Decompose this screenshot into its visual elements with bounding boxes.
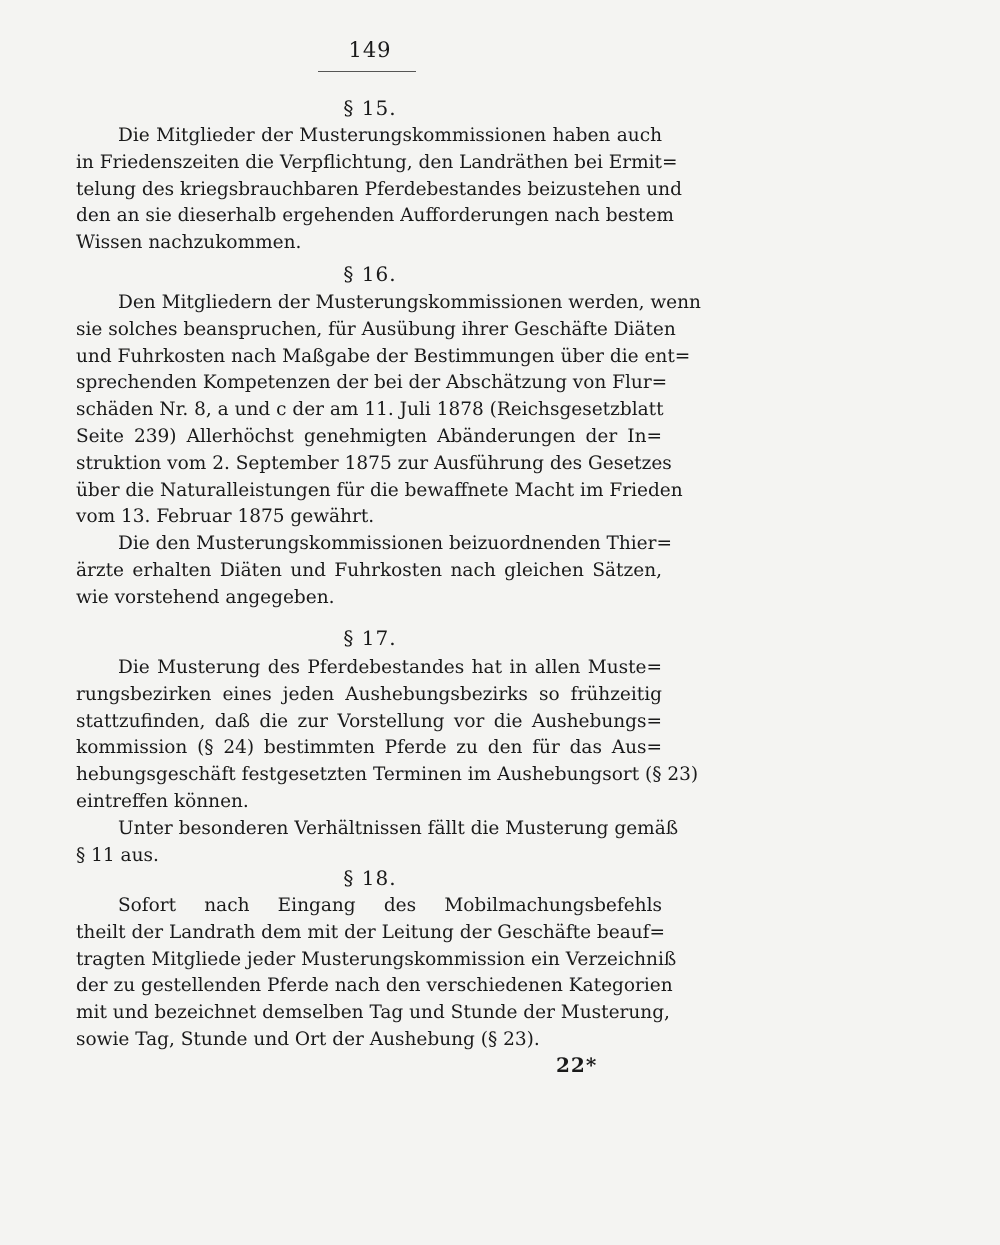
section-16-paragraph-1: [76, 290, 701, 531]
text-line: Sofort nach Eingang des Mobilmachungsbefehls: [118, 895, 662, 916]
text-line: Die Musterung des Pferdebestandes hat in allen Muste=: [118, 657, 662, 678]
text-line: den an sie dieserhalb ergehenden Aufforderungen nach bestem: [76, 205, 674, 227]
signature-mark: 22*: [556, 1053, 598, 1077]
section-17-paragraph-2: [76, 816, 679, 870]
text-line: hebungsgeschäft festgesetzten Terminen im Aushebungsort (§ 23): [76, 764, 699, 786]
section-17-paragraph-1: [76, 655, 699, 816]
text-line: schäden Nr. 8, a und c der am 11. Juli 1878 (Reichsgesetzblatt: [76, 399, 664, 421]
text-line: über die Naturalleistungen für die bewaffnete Macht im Frieden: [76, 479, 683, 501]
section-18-paragraph-1: [76, 893, 677, 1054]
section-heading-18: § 18.: [343, 866, 397, 890]
text-line: ärzte erhalten Diäten und Fuhrkosten nach gleichen Sätzen,: [76, 559, 662, 581]
text-line: eintreffen können.: [76, 790, 249, 812]
text-line: sowie Tag, Stunde und Ort der Aushebung (§ 23).: [76, 1028, 540, 1050]
page-number: 149: [348, 38, 392, 62]
text-line: theilt der Landrath dem mit der Leitung der Geschäfte beauf=: [76, 921, 666, 943]
text-line: sprechenden Kompetenzen der bei der Abschätzung von Flur=: [76, 372, 668, 394]
text-line: Unter besonderen Verhältnissen fällt die Musterung gemäß: [118, 818, 679, 839]
text-line: tragten Mitgliede jeder Musterungskommission ein Verzeichniß: [76, 948, 677, 970]
section-heading-15: § 15.: [343, 96, 397, 120]
text-line: Seite 239) Allerhöchst genehmigten Abänderungen der In=: [76, 425, 662, 447]
section-heading-17: § 17.: [343, 626, 397, 650]
text-line: § 11 aus.: [76, 844, 159, 866]
text-line: Den Mitgliedern der Musterungskommissionen werden, wenn: [118, 292, 701, 313]
section-15-paragraph-1: [76, 123, 682, 257]
text-line: kommission (§ 24) bestimmten Pferde zu den für das Aus=: [76, 737, 662, 759]
text-line: in Friedenszeiten die Verpflichtung, den Landräthen bei Ermit=: [76, 151, 678, 173]
text-line: telung des kriegsbrauchbaren Pferdebestandes beizustehen und: [76, 178, 682, 200]
section-heading-16: § 16.: [343, 262, 397, 286]
section-16-paragraph-2: [76, 531, 672, 611]
text-line: und Fuhrkosten nach Maßgabe der Bestimmungen über die ent=: [76, 345, 691, 367]
header-rule: [318, 71, 416, 72]
text-line: stattzufinden, daß die zur Vorstellung vor die Aushebungs=: [76, 710, 662, 732]
text-line: mit und bezeichnet demselben Tag und Stunde der Musterung,: [76, 1002, 670, 1024]
text-line: der zu gestellenden Pferde nach den verschiedenen Kategorien: [76, 975, 673, 997]
text-line: Die Mitglieder der Musterungskommissionen haben auch: [118, 125, 662, 146]
text-line: Wissen nachzukommen.: [76, 232, 302, 254]
text-line: vom 13. Februar 1875 gewährt.: [76, 506, 375, 528]
text-line: wie vorstehend angegeben.: [76, 586, 335, 608]
text-line: rungsbezirken eines jeden Aushebungsbezirks so frühzeitig: [76, 683, 662, 705]
text-line: struktion vom 2. September 1875 zur Ausführung des Gesetzes: [76, 452, 672, 474]
text-line: sie solches beanspruchen, für Ausübung ihrer Geschäfte Diäten: [76, 318, 676, 340]
text-line: Die den Musterungskommissionen beizuordnenden Thier=: [118, 533, 672, 554]
